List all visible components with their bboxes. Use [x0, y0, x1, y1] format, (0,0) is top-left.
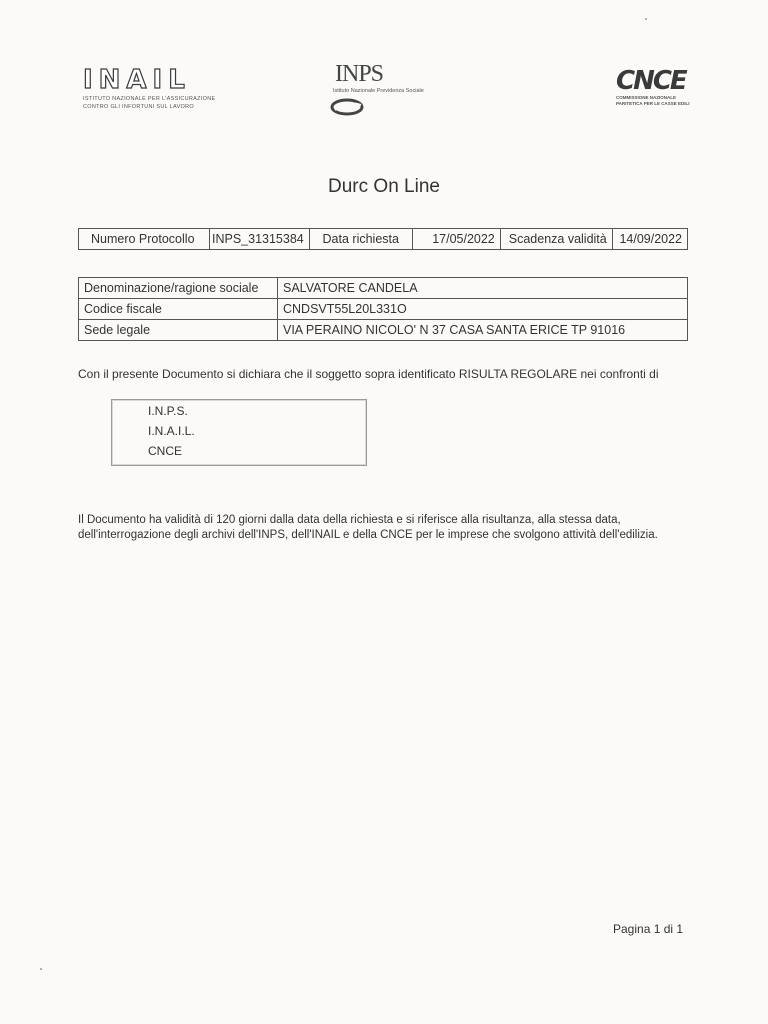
cnce-logo-subtitle-1: COMMISSIONE NAZIONALE — [616, 95, 677, 100]
registered-office-value: VIA PERAINO NICOLO' N 37 CASA SANTA ERICE TP 91016 — [278, 320, 688, 341]
entity-cnce: CNCE — [148, 444, 183, 458]
registered-office-label: Sede legale — [79, 320, 278, 341]
protocol-number-label: Numero Protocollo — [79, 229, 210, 250]
request-date-value: 17/05/2022 — [412, 229, 500, 250]
inps-logo-wordmark: INPS — [335, 61, 384, 87]
validity-note-line-1: Il Documento ha validità di 120 giorni dalla data della richiesta e si riferisce alla risultanza, alla stessa data, — [78, 514, 621, 526]
entities-box — [111, 399, 367, 466]
inail-logo-wordmark: INAIL — [83, 65, 191, 95]
expiry-date-label: Scadenza validità — [500, 229, 612, 250]
cnce-logo-subtitle-2: PARITETICA PER LE CASSE EDILI — [616, 101, 690, 106]
inail-logo-subtitle-1: ISTITUTO NAZIONALE PER L'ASSICURAZIONE — [83, 96, 216, 102]
page-title: Durc On Line — [328, 176, 440, 197]
company-name-label: Denominazione/ragione sociale — [79, 278, 278, 299]
protocol-number-value: INPS_31315384 — [210, 229, 310, 250]
tax-code-value: CNDSVT55L20L331O — [278, 299, 688, 320]
company-name-value: SALVATORE CANDELA — [278, 278, 688, 299]
validity-note-line-2: dell'interrogazione degli archivi dell'INPS, dell'INAIL e della CNCE per le imprese che svolgono attività dell'edilizia. — [78, 529, 658, 541]
subject-row — [79, 278, 688, 299]
subject-table — [78, 277, 688, 341]
cnce-logo-wordmark: CNCE — [616, 66, 686, 96]
scan-speck — [645, 18, 647, 20]
declaration-text: Con il presente Documento si dichiara che il soggetto sopra identificato RISULTA REGOLARE nei confronti di — [78, 367, 659, 381]
tax-code-label: Codice fiscale — [79, 299, 278, 320]
entity-inail: I.N.A.I.L. — [148, 424, 195, 438]
validity-note — [78, 513, 658, 543]
cnce-logo — [616, 68, 702, 108]
scan-speck — [40, 968, 42, 970]
expiry-date-value: 14/09/2022 — [612, 229, 687, 250]
subject-row — [79, 320, 688, 341]
entity-inps: I.N.P.S. — [148, 404, 188, 418]
page-number: Pagina 1 di 1 — [613, 922, 684, 936]
inps-logo — [325, 62, 455, 118]
request-date-label: Data richiesta — [309, 229, 412, 250]
inps-swoosh-icon — [329, 96, 369, 118]
inail-logo — [83, 66, 233, 112]
inail-logo-subtitle-2: CONTRO GLI INFORTUNI SUL LAVORO — [83, 104, 194, 110]
protocol-row — [79, 229, 688, 250]
subject-row — [79, 299, 688, 320]
inps-logo-subtitle: Istituto Nazionale Previdenza Sociale — [333, 88, 424, 94]
protocol-table — [78, 228, 688, 250]
